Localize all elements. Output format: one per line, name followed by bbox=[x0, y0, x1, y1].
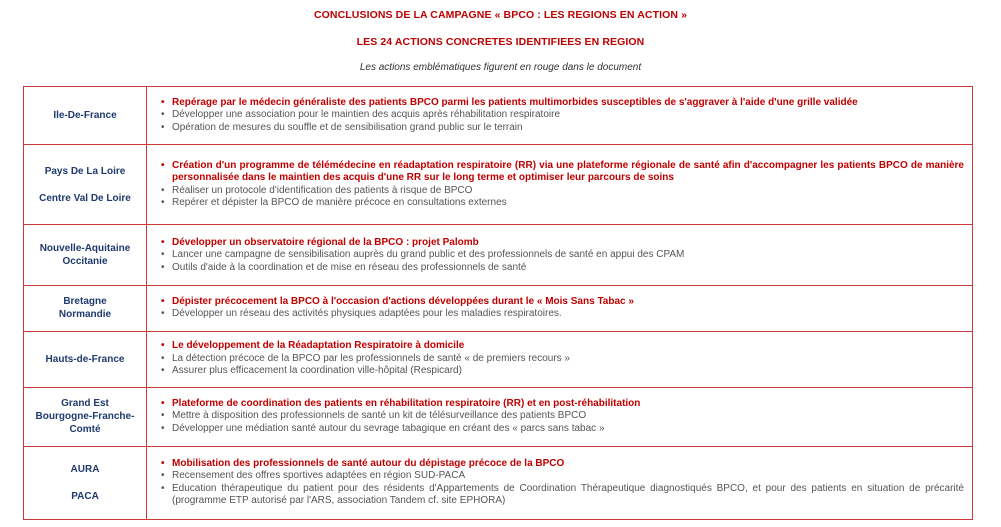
table-row bbox=[24, 446, 973, 519]
region-name: Centre Val De Loire bbox=[39, 192, 131, 204]
action-item: • Lancer une campagne de sensibilisation auprès du grand public et des professionnels de santé en appui des CPAM bbox=[161, 249, 964, 262]
table-row bbox=[24, 145, 973, 225]
region-name: Nouvelle-Aquitaine bbox=[39, 243, 131, 255]
action-item-emblematic: • Dépister précocement la BPCO à l'occasion d'actions développées durant le « Mois Sans Tabac » bbox=[161, 296, 964, 309]
region-cell bbox=[24, 331, 147, 387]
region-cell bbox=[24, 286, 147, 331]
sub-heading: LES 24 ACTIONS CONCRETES IDENTIFIEES EN REGION bbox=[356, 36, 645, 48]
action-list bbox=[161, 296, 964, 321]
action-item: • Repérer et dépister la BPCO de manière précoce en consultations externes bbox=[161, 197, 964, 210]
action-item: • La détection précoce de la BPCO par les professionnels de santé « de premiers recours » bbox=[161, 353, 964, 366]
action-item: • Opération de mesures du souffle et de sensibilisation grand public sur le terrain bbox=[161, 122, 964, 135]
action-item: • Développer un réseau des activités physiques adaptées pour les maladies respiratoires. bbox=[161, 308, 964, 321]
region-cell bbox=[24, 387, 147, 446]
region-name: Bretagne bbox=[63, 296, 107, 308]
action-item-emblematic: • Le développement de la Réadaptation Respiratoire à domicile bbox=[161, 340, 964, 353]
region-name: Comté bbox=[69, 424, 101, 436]
region-name: Grand Est bbox=[61, 398, 109, 410]
region-name: Occitanie bbox=[62, 256, 108, 268]
action-item: • Assurer plus efficacement la coordination ville-hôpital (Respicard) bbox=[161, 365, 964, 378]
action-item-emblematic: • Création d'un programme de télémédecine en réadaptation respiratoire (RR) via une plateforme régionale de santé afin d'accompagner les patients BPCO de manière personnalisée dans le maintien des acquis d'une RR sur le long terme et optimiser leur parcours de soins bbox=[161, 160, 964, 185]
region-name: Ile-De-France bbox=[53, 110, 117, 122]
legend-note: Les actions emblématiques figurent en rouge dans le document bbox=[359, 62, 642, 73]
action-item-emblematic: • Plateforme de coordination des patients en réhabilitation respiratoire (RR) et en post-réhabilitation bbox=[161, 398, 964, 411]
action-list bbox=[161, 237, 964, 275]
action-list bbox=[161, 160, 964, 210]
table-row bbox=[24, 87, 973, 145]
region-name: Pays De La Loire bbox=[44, 165, 126, 177]
action-list bbox=[161, 458, 964, 508]
action-item: • Recensement des offres sportives adaptées en région SUD-PACA bbox=[161, 470, 964, 483]
region-cell bbox=[24, 225, 147, 286]
action-list bbox=[161, 340, 964, 378]
actions-cell bbox=[147, 145, 973, 225]
region-cell bbox=[24, 87, 147, 145]
main-title: CONCLUSIONS DE LA CAMPAGNE « BPCO : LES REGIONS EN ACTION » bbox=[313, 9, 688, 21]
table-row bbox=[24, 286, 973, 331]
region-name: Bourgogne-Franche- bbox=[35, 411, 135, 423]
action-item-emblematic: • Repérage par le médecin généraliste des patients BPCO parmi les patients multimorbides susceptibles de s'aggraver à l'aide d'une grille validée bbox=[161, 97, 964, 110]
actions-cell bbox=[147, 225, 973, 286]
actions-cell bbox=[147, 331, 973, 387]
action-item: • Education thérapeutique du patient pour des résidents d'Appartements de Coordination Thérapeutique diagnostiqués BPCO, et pour des patients en situation de précarité (programme ETP autorisé par l'ARS, association Tandem cf. site EPHORA) bbox=[161, 483, 964, 508]
table-row bbox=[24, 225, 973, 286]
regions-actions-table bbox=[23, 86, 973, 520]
actions-cell bbox=[147, 286, 973, 331]
region-cell bbox=[24, 446, 147, 519]
action-list bbox=[161, 97, 964, 135]
action-item: • Outils d'aide à la coordination et de mise en réseau des professionnels de santé bbox=[161, 262, 964, 275]
region-name: Normandie bbox=[58, 309, 112, 321]
region-name: PACA bbox=[71, 490, 99, 502]
table-row bbox=[24, 387, 973, 446]
table-row bbox=[24, 331, 973, 387]
region-name: Hauts-de-France bbox=[45, 353, 125, 365]
action-list bbox=[161, 398, 964, 436]
region-cell bbox=[24, 145, 147, 225]
region-name: AURA bbox=[70, 463, 100, 475]
actions-cell bbox=[147, 387, 973, 446]
action-item: • Développer une médiation santé autour du sevrage tabagique en créant des « parcs sans tabac » bbox=[161, 423, 964, 436]
action-item: • Mettre à disposition des professionnels de santé un kit de télésurveillance des patients BPCO bbox=[161, 410, 964, 423]
actions-cell bbox=[147, 446, 973, 519]
action-item: • Réaliser un protocole d'identification des patients à risque de BPCO bbox=[161, 185, 964, 198]
action-item: • Développer une association pour le maintien des acquis après réhabilitation respiratoire bbox=[161, 109, 964, 122]
actions-cell bbox=[147, 87, 973, 145]
action-item-emblematic: • Développer un observatoire régional de la BPCO : projet Palomb bbox=[161, 237, 964, 250]
action-item-emblematic: • Mobilisation des professionnels de santé autour du dépistage précoce de la BPCO bbox=[161, 458, 964, 471]
